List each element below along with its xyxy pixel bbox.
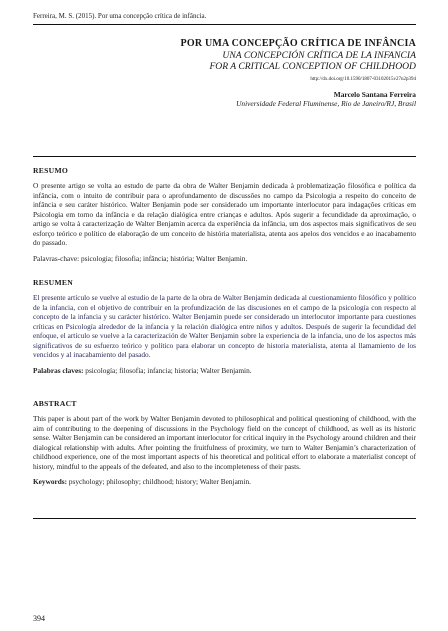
author-affiliation: Universidade Federal Fluminense, Rio de Janeiro/RJ, Brasil — [236, 99, 416, 108]
resumo-heading: RESUMO — [33, 166, 69, 175]
resumen-keywords-label: Palabras claves: — [33, 365, 84, 375]
article-title-es: UNA CONCEPCIÓN CRÍTICA DE LA INFANCIA — [222, 50, 416, 61]
abstract-keywords-list: psychology; philosophy; childhood; history; Walter Benjamin. — [68, 477, 251, 487]
doi-link[interactable]: http://dx.doi.org/10.1590/1807-03102015v27n2p394 — [310, 77, 416, 82]
resumo-keywords-list: psicologia; filosofia; infância; história; Walter Benjamin. — [81, 253, 248, 263]
abstract-text: This paper is about part of the work by Walter Benjamin devoted to philosophical and political questioning of childhood, with the aim of contributing to the deepening of discussions in the Psychology field on the concept of childhood, as well as its historic sense. Walter Benjamin can be considered an important interlocutor for critical inquiry in the Psychology around children and their dialogical relationship with adults. After pointing the fruitfulness of proximity, we turn to Walter Benjamin’s characterization of childhood experience, one of the most important aspects of his theoretical and political effort to elaborate a materialist concept of history, mindful to the appeals of the defeated, and also to the incompleteness of their pasts. — [33, 414, 416, 471]
title-block — [33, 38, 416, 108]
resumo-text: O presente artigo se volta ao estudo de parte da obra de Walter Benjamin dedicada à problematização filosófica e política da infância, com o intuito de contribuir para o aprofundamento de discussões no campo da Psicologia a respeito do conceito de infância e seu caráter histórico. Walter Benjamin pode ser considerado um importante interlocutor para indagações críticas em Psicologia em torno da infância e da relação dialógica entre crianças e adultos. Após sugerir a fecundidade da aproximação, o artigo se volta à caracterização de Walter Benjamin acerca da experiência da infância, um dos aspectos mais significativos de seu esforço teórico e político de elaboração de um conceito de história materialista, atenta aos apelos dos vencidos e ao inacabamento do passado. — [33, 181, 416, 248]
author-name: Marcelo Santana Ferreira — [333, 90, 416, 99]
resumen-heading: RESUMEN — [33, 278, 74, 287]
abstract-section — [33, 399, 416, 487]
resumen-keywords-list: psicología; filosofía; infancia; historia; Walter Benjamin. — [85, 365, 252, 375]
running-header: Ferreira, M. S. (2015). Por uma concepção crítica de infância. — [33, 12, 207, 20]
page-number: 394 — [33, 614, 45, 623]
abstract-heading: ABSTRACT — [33, 399, 77, 408]
resumen-keywords — [33, 366, 416, 376]
article-title-en: FOR A CRITICAL CONCEPTION OF CHILDHOOD — [209, 61, 416, 72]
resumen-text: El presente artículo se vuelve al estudio de la parte de la obra de Walter Benjamin dedicada al cuestionamiento filosófico y político de la infancia, con el objetivo de contribuir en la profundización de las discusiones en el campo de la psicología con respecto al concepto de la infancia y su carácter histórico. Walter Benjamin puede ser considerado un interlocutor importante para cuestiones críticas en Psicología alrededor de la infancia y la relación dialógica entre niños y adultos. Después de sugerir la fecundidad del enfoque, el artículo se vuelve a la caracterización de Walter Benjamin sobre la experiencia de la infancia, uno de los aspectos más significativos de su esfuerzo teórico y político para elaborar un concepto de historia materialista, atenta al llamamiento de los vencidos y al inacabamiento del pasado. — [33, 293, 416, 360]
abstract-keywords — [33, 477, 416, 487]
resumo-keywords — [33, 254, 416, 264]
footer-rule — [33, 518, 416, 519]
resumen-section — [33, 278, 416, 375]
article-title-pt: POR UMA CONCEPÇÃO CRÍTICA DE INFÂNCIA — [180, 38, 416, 49]
section-rule — [33, 156, 416, 157]
abstract-keywords-label: Keywords: — [33, 477, 68, 487]
resumo-keywords-label: Palavras-chave: — [33, 253, 80, 263]
resumo-section — [33, 166, 416, 263]
header-rule — [33, 24, 416, 25]
